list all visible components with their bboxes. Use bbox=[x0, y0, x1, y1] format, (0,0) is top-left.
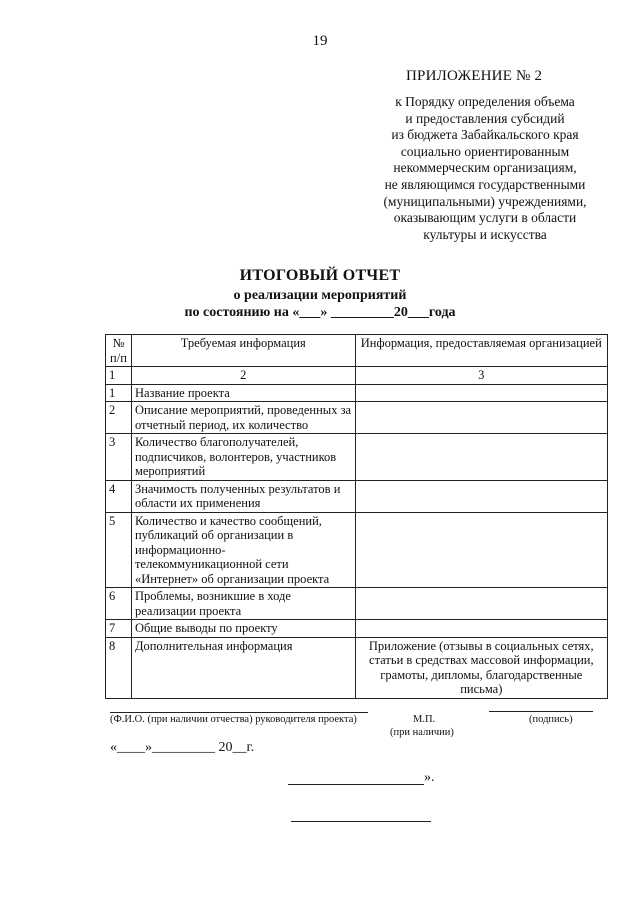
appendix-line: социально ориентированным bbox=[400, 143, 570, 159]
appendix-line: к Порядку определения объема bbox=[395, 94, 575, 109]
stamp-caption: М.П. bbox=[413, 714, 436, 725]
table-row bbox=[106, 588, 608, 620]
appendix-line: не являющимся государственными bbox=[384, 176, 586, 192]
row-number: 5 bbox=[106, 512, 132, 588]
row-info: Название проекта bbox=[131, 384, 355, 402]
row-info: Значимость полученных результатов и области их применения bbox=[131, 480, 355, 512]
table-header-row bbox=[106, 335, 608, 367]
table-row bbox=[106, 434, 608, 481]
table-row bbox=[106, 402, 608, 434]
signature-line bbox=[489, 711, 593, 712]
row-number: 3 bbox=[106, 434, 132, 481]
separator-line bbox=[291, 821, 431, 822]
appendix-title: ПРИЛОЖЕНИЕ № 2 bbox=[406, 68, 543, 84]
appendix-line: из бюджета Забайкальского края bbox=[391, 127, 579, 143]
report-subtitle bbox=[0, 287, 640, 321]
row-value[interactable] bbox=[355, 384, 607, 402]
header-required-info: Требуемая информация bbox=[131, 335, 355, 367]
row-info: Описание мероприятий, проведенных за отчетный период, их количество bbox=[131, 402, 355, 434]
appendix-line: некоммерческим организациям, bbox=[393, 160, 577, 176]
row-number: 4 bbox=[106, 480, 132, 512]
row-value[interactable] bbox=[355, 620, 607, 638]
report-subtitle-line-1: о реализации мероприятий bbox=[233, 288, 407, 303]
row-number: 2 bbox=[106, 402, 132, 434]
page-number: 19 bbox=[312, 33, 328, 49]
row-value[interactable] bbox=[355, 588, 607, 620]
row-info: Количество благополучателей, подписчиков, волонтеров, участников мероприятий bbox=[131, 434, 355, 481]
header-number: № п/п bbox=[106, 335, 132, 367]
column-number: 3 bbox=[355, 367, 607, 385]
column-number-row bbox=[106, 367, 608, 385]
row-number: 1 bbox=[106, 384, 132, 402]
appendix-reference bbox=[350, 94, 620, 243]
stamp-note: (при наличии) bbox=[390, 727, 454, 738]
name-caption: (Ф.И.О. (при наличии отчества) руководителя проекта) bbox=[110, 714, 357, 725]
appendix-line: и предоставления субсидий bbox=[405, 110, 565, 126]
row-number: 8 bbox=[106, 637, 132, 698]
table-row bbox=[106, 384, 608, 402]
row-info: Дополнительная информация bbox=[131, 637, 355, 698]
row-value[interactable] bbox=[355, 512, 607, 588]
row-value[interactable]: Приложение (отзывы в социальных сетях, статьи в средствах массовой информации, грамоты, дипломы, благодарственные письма) bbox=[355, 637, 607, 698]
column-number: 2 bbox=[131, 367, 355, 385]
appendix-line: (муниципальными) учреждениями, bbox=[383, 193, 587, 209]
signature-caption: (подпись) bbox=[529, 714, 573, 725]
report-subtitle-line-2: по состоянию на «___» _________20___года bbox=[184, 305, 456, 320]
appendix-line: культуры и искусства bbox=[423, 226, 547, 242]
row-value[interactable] bbox=[355, 402, 607, 434]
column-number: 1 bbox=[106, 367, 132, 385]
row-info: Проблемы, возникшие в ходе реализации проекта bbox=[131, 588, 355, 620]
report-title: ИТОГОВЫЙ ОТЧЕТ bbox=[239, 267, 401, 284]
table-row bbox=[106, 620, 608, 638]
date-line: «____»_________ 20__г. bbox=[110, 740, 255, 755]
row-value[interactable] bbox=[355, 480, 607, 512]
closing-quote: ». bbox=[424, 770, 435, 785]
row-info: Общие выводы по проекту bbox=[131, 620, 355, 638]
closing-line bbox=[288, 784, 424, 785]
row-number: 7 bbox=[106, 620, 132, 638]
row-value[interactable] bbox=[355, 434, 607, 481]
header-provided-info: Информация, предоставляемая организацией bbox=[355, 335, 607, 367]
row-info: Количество и качество сообщений, публикаций об организации в информационно-телекоммуникационной сети «Интернет» об организации проекта bbox=[131, 512, 355, 588]
appendix-line: оказывающим услуги в области bbox=[393, 210, 577, 226]
row-number: 6 bbox=[106, 588, 132, 620]
table-row bbox=[106, 480, 608, 512]
table-row bbox=[106, 512, 608, 588]
name-signature-line bbox=[110, 712, 368, 713]
report-table bbox=[105, 334, 608, 699]
table-row bbox=[106, 637, 608, 698]
